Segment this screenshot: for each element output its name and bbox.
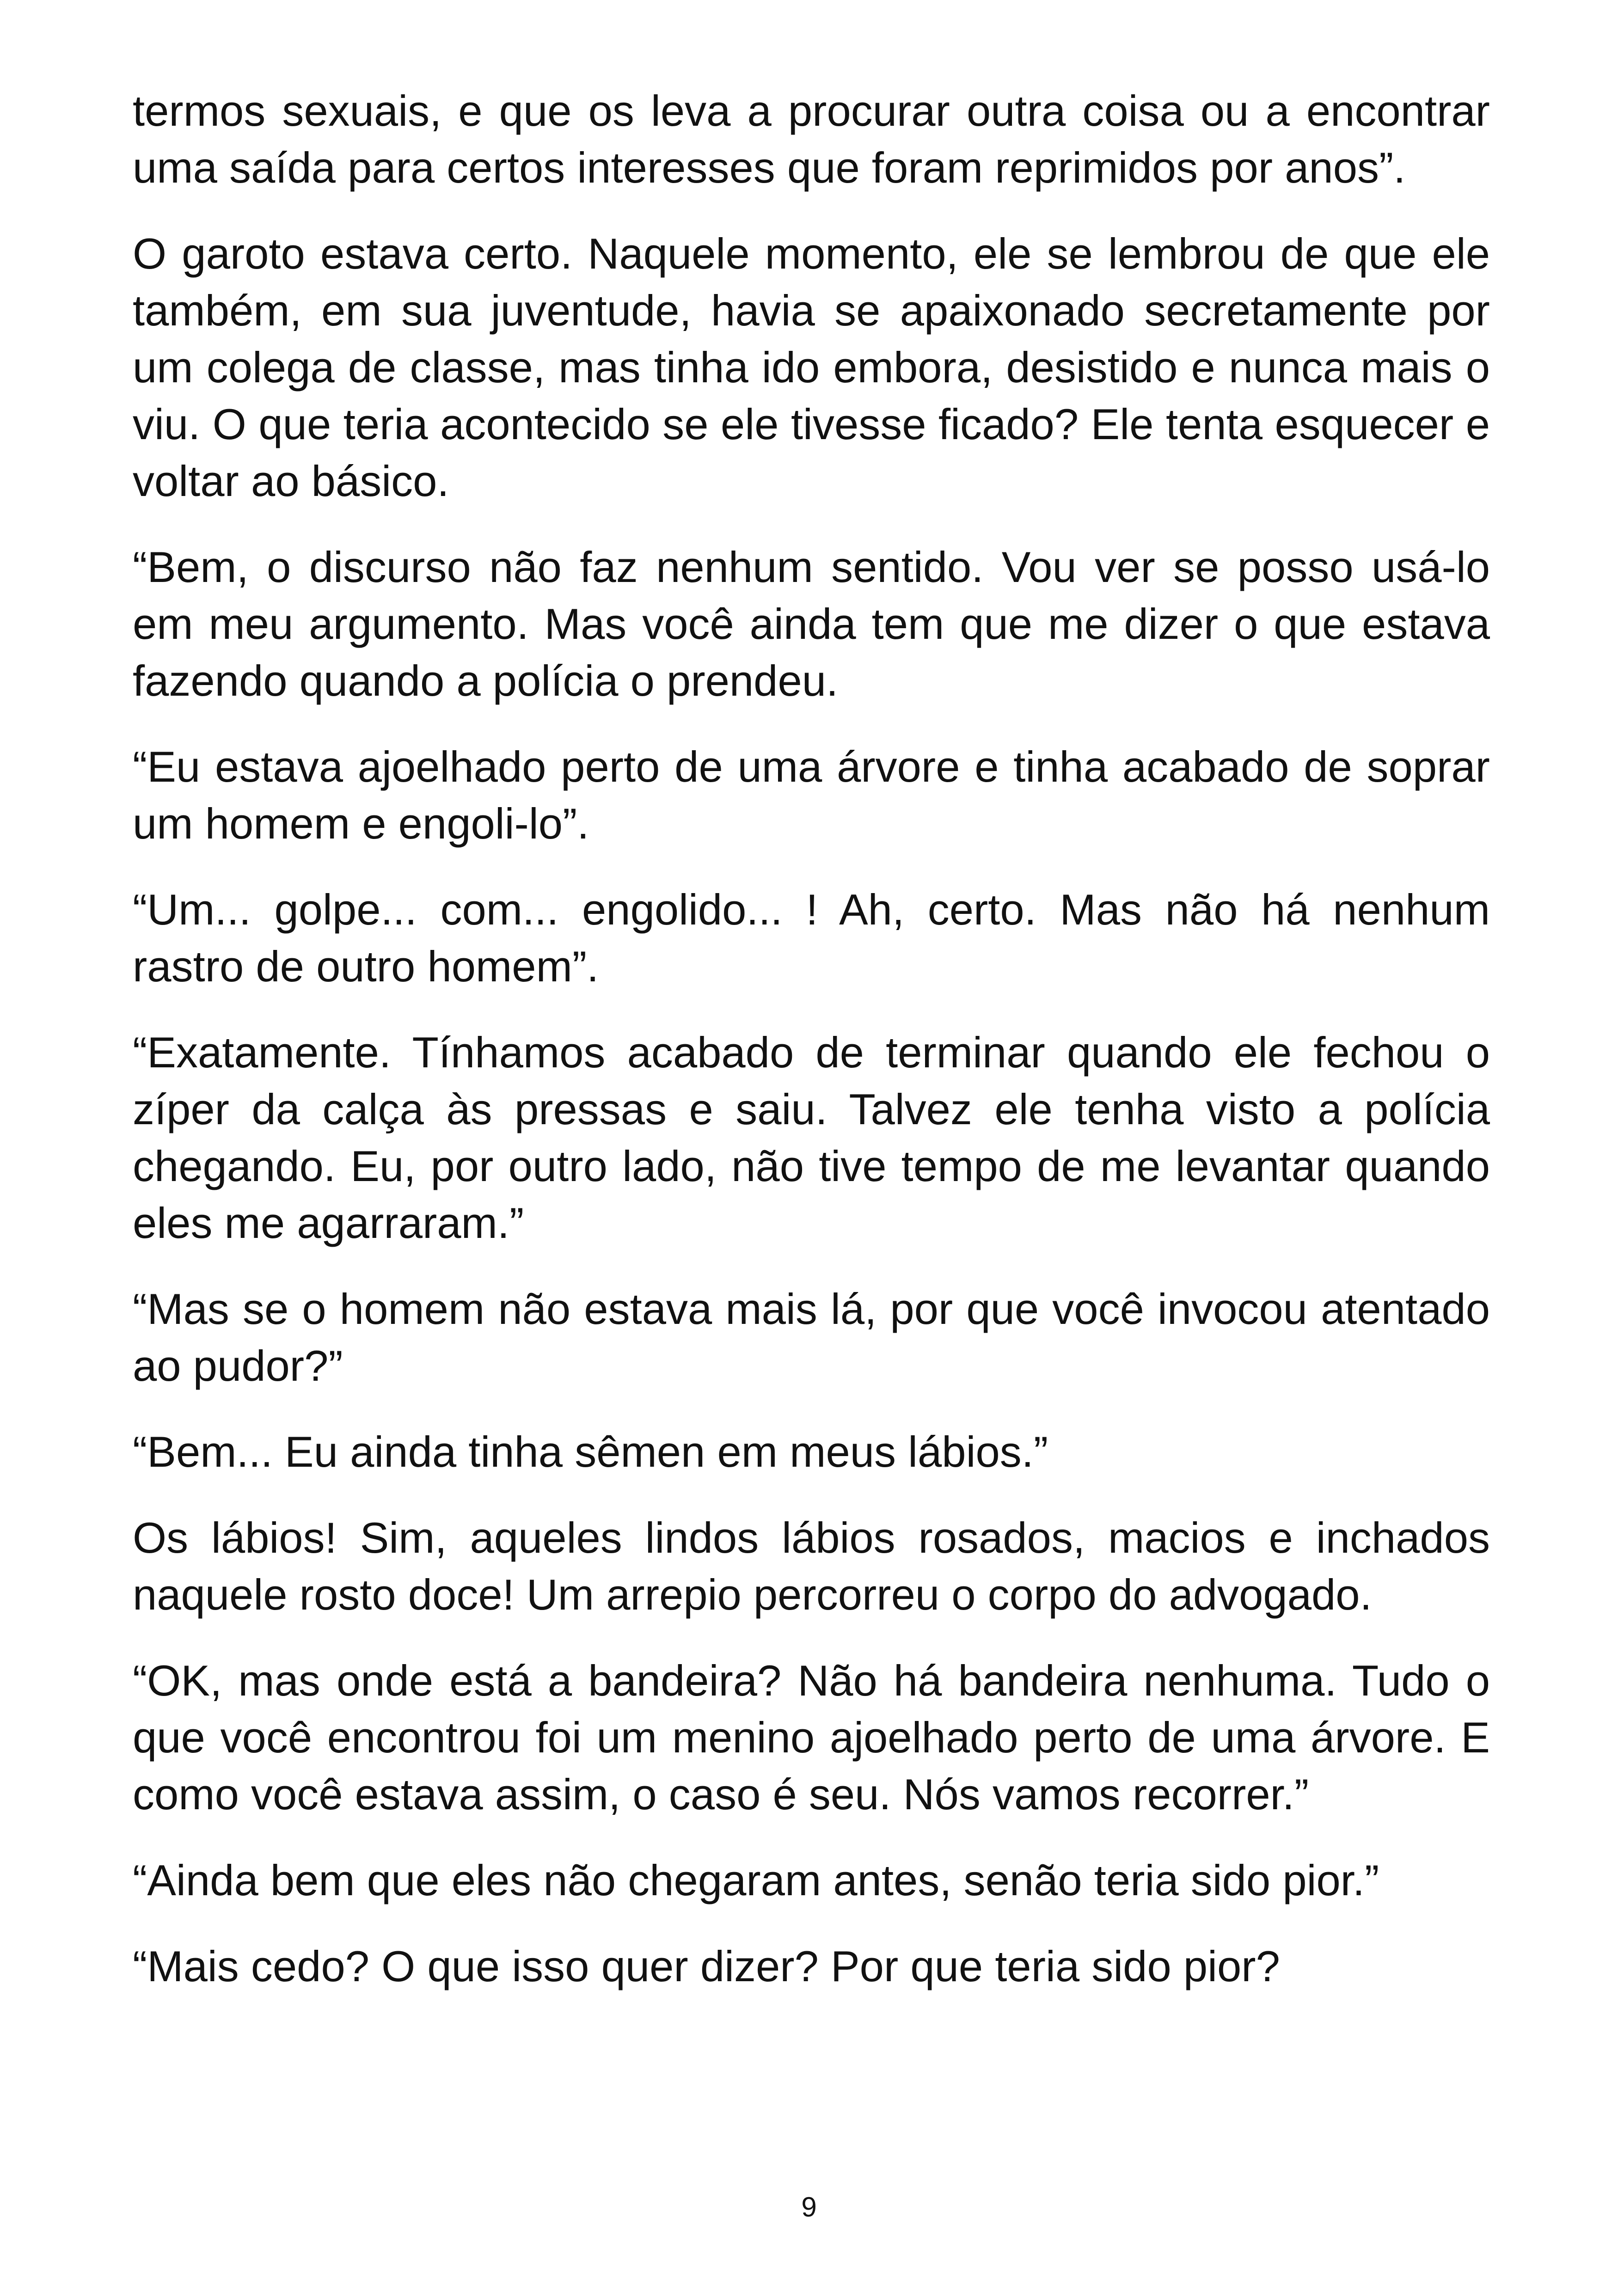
paragraph: “Exatamente. Tínhamos acabado de terminar quando ele fechou o zíper da calça às pressas e saiu. Talvez ele tenha visto a polícia chegando. Eu, por outro lado, não tive tempo de me levantar quando eles me agarraram.” — [133, 1028, 1490, 1247]
paragraph: “Ainda bem que eles não chegaram antes, senão teria sido pior.” — [133, 1856, 1379, 1904]
paragraph: “OK, mas onde está a bandeira? Não há bandeira nenhuma. Tudo o que você encontrou foi um menino ajoelhado perto de uma árvore. E como você estava assim, o caso é seu. Nós vamos recorrer.” — [133, 1656, 1490, 1818]
paragraph: “Bem, o discurso não faz nenhum sentido. Vou ver se posso usá-lo em meu argumento. Mas você ainda tem que me dizer o que estava fazendo quando a polícia o prendeu. — [133, 543, 1490, 705]
page-number: 9 — [801, 2192, 817, 2223]
paragraph: “Bem... Eu ainda tinha sêmen em meus lábios.” — [133, 1427, 1048, 1476]
paragraph: “Um... golpe... com... engolido... ! Ah, certo. Mas não há nenhum rastro de outro homem”. — [133, 885, 1490, 991]
paragraph: Os lábios! Sim, aqueles lindos lábios rosados, macios e inchados naquele rosto doce! Um arrepio percorreu o corpo do advogado. — [133, 1513, 1490, 1619]
paragraph: “Mais cedo? O que isso quer dizer? Por que teria sido pior? — [133, 1942, 1280, 1990]
body-text — [133, 82, 1490, 2024]
paragraph: termos sexuais, e que os leva a procurar outra coisa ou a encontrar uma saída para certos interesses que foram reprimidos por anos”. — [133, 86, 1490, 192]
paragraph: O garoto estava certo. Naquele momento, ele se lembrou de que ele também, em sua juventude, havia se apaixonado secretamente por um colega de classe, mas tinha ido embora, desistido e nunca mais o viu. O que teria acontecido se ele tivesse ficado? Ele tenta esquecer e voltar ao básico. — [133, 229, 1490, 505]
paragraph: “Eu estava ajoelhado perto de uma árvore e tinha acabado de soprar um homem e engoli-lo”. — [133, 742, 1490, 848]
paragraph: “Mas se o homem não estava mais lá, por que você invocou atentado ao pudor?” — [133, 1285, 1490, 1390]
